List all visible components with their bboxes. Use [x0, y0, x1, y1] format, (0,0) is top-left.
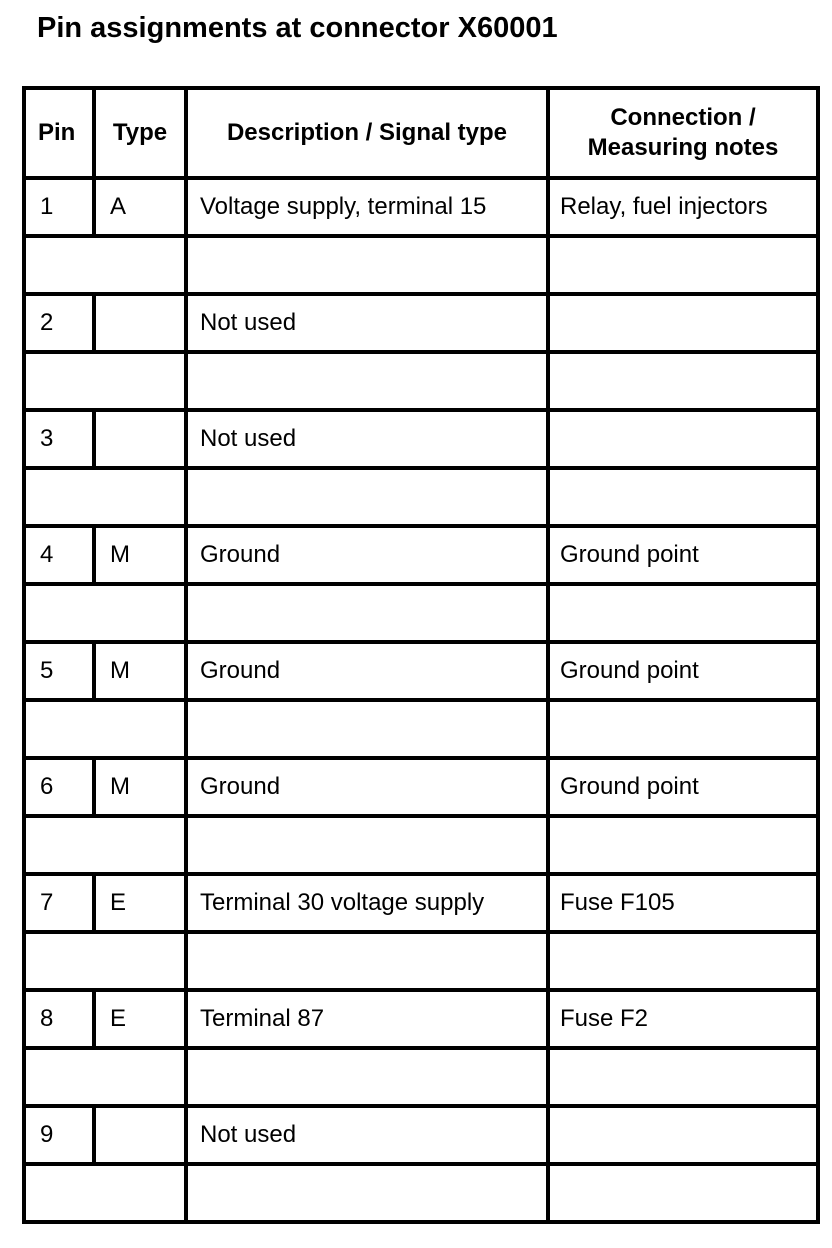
header-connection	[548, 88, 818, 178]
spacer-cell	[548, 932, 818, 990]
type-cell	[94, 294, 186, 352]
spacer-cell	[24, 1048, 186, 1106]
pin-cell: 3	[24, 410, 94, 468]
spacer-cell	[24, 816, 186, 874]
spacer-cell	[24, 236, 186, 294]
page-title: Pin assignments at connector X60001	[37, 12, 558, 44]
connection-cell: Ground point	[548, 642, 818, 700]
spacer-cell	[186, 352, 548, 410]
table-row	[24, 990, 818, 1048]
description-cell: Not used	[186, 1106, 548, 1164]
description-cell: Ground	[186, 758, 548, 816]
spacer-cell	[186, 236, 548, 294]
spacer-cell	[186, 468, 548, 526]
table-row	[24, 758, 818, 816]
table-row	[24, 294, 818, 352]
spacer-cell	[24, 584, 186, 642]
spacer-row	[24, 1048, 818, 1106]
spacer-cell	[186, 584, 548, 642]
spacer-cell	[548, 700, 818, 758]
connection-cell: Ground point	[548, 526, 818, 584]
spacer-cell	[24, 1164, 186, 1222]
connection-cell: Fuse F105	[548, 874, 818, 932]
spacer-cell	[186, 816, 548, 874]
spacer-cell	[548, 468, 818, 526]
connection-cell: Relay, fuel injectors	[548, 178, 818, 236]
header-connection-line2: Measuring notes	[587, 134, 779, 161]
table-row	[24, 874, 818, 932]
spacer-cell	[186, 700, 548, 758]
connection-cell	[548, 1106, 818, 1164]
header-connection-line1: Connection /	[610, 104, 756, 131]
type-cell: M	[94, 526, 186, 584]
description-cell: Terminal 30 voltage supply	[186, 874, 548, 932]
spacer-row	[24, 236, 818, 294]
spacer-cell	[548, 236, 818, 294]
header-pin: Pin	[24, 88, 94, 178]
pin-cell: 4	[24, 526, 94, 584]
type-cell: E	[94, 874, 186, 932]
pin-cell: 9	[24, 1106, 94, 1164]
spacer-cell	[548, 584, 818, 642]
table-header-row	[24, 88, 818, 178]
spacer-cell	[24, 932, 186, 990]
spacer-row	[24, 932, 818, 990]
table-row	[24, 642, 818, 700]
spacer-row	[24, 700, 818, 758]
type-cell	[94, 410, 186, 468]
spacer-cell	[186, 1048, 548, 1106]
type-cell: A	[94, 178, 186, 236]
table-row	[24, 178, 818, 236]
type-cell: M	[94, 642, 186, 700]
spacer-cell	[548, 816, 818, 874]
pin-cell: 1	[24, 178, 94, 236]
connection-cell: Fuse F2	[548, 990, 818, 1048]
spacer-row	[24, 352, 818, 410]
pin-cell: 7	[24, 874, 94, 932]
header-description: Description / Signal type	[186, 88, 548, 178]
table-row	[24, 1106, 818, 1164]
connection-cell	[548, 410, 818, 468]
spacer-cell	[548, 1048, 818, 1106]
pin-cell: 5	[24, 642, 94, 700]
description-cell: Terminal 87	[186, 990, 548, 1048]
pin-assignment-table	[22, 86, 820, 1224]
spacer-cell	[24, 468, 186, 526]
header-type: Type	[94, 88, 186, 178]
connection-cell: Ground point	[548, 758, 818, 816]
spacer-cell	[548, 352, 818, 410]
description-cell: Ground	[186, 642, 548, 700]
spacer-row	[24, 468, 818, 526]
connection-cell	[548, 294, 818, 352]
spacer-row	[24, 584, 818, 642]
pin-cell: 6	[24, 758, 94, 816]
spacer-cell	[548, 1164, 818, 1222]
description-cell: Not used	[186, 410, 548, 468]
table-row	[24, 410, 818, 468]
pin-cell: 2	[24, 294, 94, 352]
spacer-cell	[186, 932, 548, 990]
pin-cell: 8	[24, 990, 94, 1048]
spacer-cell	[186, 1164, 548, 1222]
table-row	[24, 526, 818, 584]
spacer-row	[24, 816, 818, 874]
type-cell: E	[94, 990, 186, 1048]
type-cell	[94, 1106, 186, 1164]
type-cell: M	[94, 758, 186, 816]
description-cell: Not used	[186, 294, 548, 352]
description-cell: Ground	[186, 526, 548, 584]
spacer-cell	[24, 352, 186, 410]
spacer-row	[24, 1164, 818, 1222]
spacer-cell	[24, 700, 186, 758]
description-cell: Voltage supply, terminal 15	[186, 178, 548, 236]
